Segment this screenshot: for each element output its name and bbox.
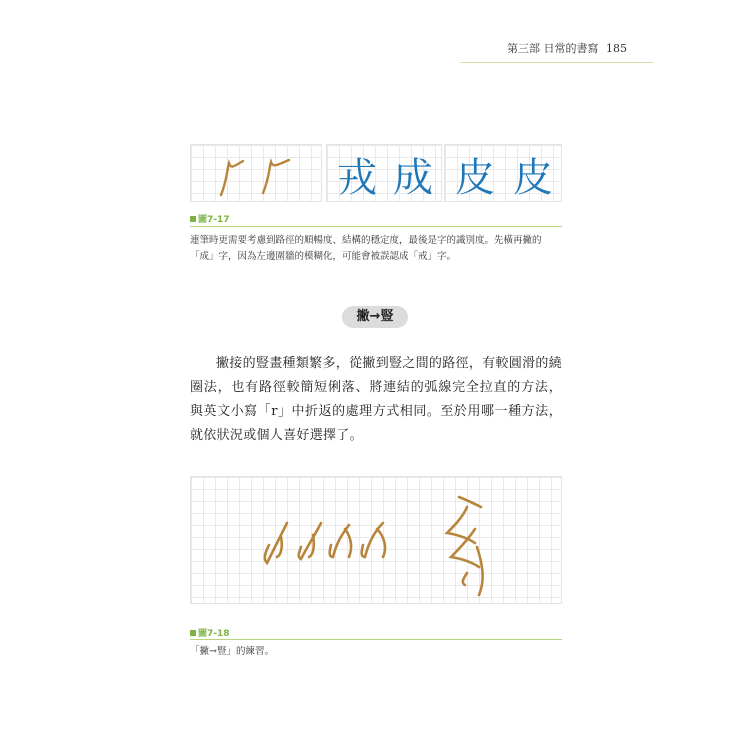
- character-panel-1: [326, 144, 442, 202]
- figure-7-17-label-text: 圖7-17: [198, 215, 230, 225]
- label-square-icon: [190, 216, 196, 222]
- figure-7-18-caption: 「撇→豎」的練習。: [190, 646, 274, 657]
- blue-character-strokes-2: [445, 145, 563, 203]
- figure-7-18-label-text: 圖7-18: [198, 629, 230, 639]
- figure-7-17-image: [190, 144, 562, 202]
- figure-7-18-label: [190, 626, 230, 639]
- character-3: 皮: [455, 155, 495, 201]
- gold-stroke-sketch: [191, 145, 323, 203]
- running-header: [507, 40, 653, 56]
- section-heading-pill: 撇→豎: [342, 306, 408, 328]
- label-square-icon: [190, 630, 196, 636]
- figure-7-18-divider: [190, 639, 562, 640]
- practice-strokes: [191, 477, 563, 605]
- character-4: 皮: [513, 155, 553, 201]
- figure-7-18-image: [190, 476, 562, 604]
- figure-7-17-divider: [190, 226, 562, 227]
- figure-7-17-label: [190, 212, 230, 225]
- figure-7-17-caption: 連筆時更需要考慮到路徑的順暢度、結構的穩定度，最後是字的識別度。先橫再撇的「成」字，因為左邊圍牆的模糊化，可能會被誤認成「戒」字。: [190, 235, 542, 262]
- body-paragraph: 撇接的豎畫種類繁多，從撇到豎之間的路徑，有較圓滑的繞圈法，也有路徑較簡短俐落、將連結的弧線完全拉直的方法，與英文小寫「r」中折返的處理方式相同。至於用哪一種方法，就依狀況或個人喜好選擇了。: [190, 356, 562, 443]
- character-panel-2: [444, 144, 562, 202]
- body-paragraph-block: [190, 352, 562, 448]
- header-divider: [460, 62, 653, 63]
- blue-character-strokes: [327, 145, 443, 203]
- header-section-title: 第三部 日常的書寫: [507, 42, 599, 55]
- character-1: 戎: [337, 155, 377, 201]
- character-2: 成: [393, 155, 433, 201]
- stroke-demo-panel: [190, 144, 322, 202]
- page-number: 185: [606, 42, 627, 55]
